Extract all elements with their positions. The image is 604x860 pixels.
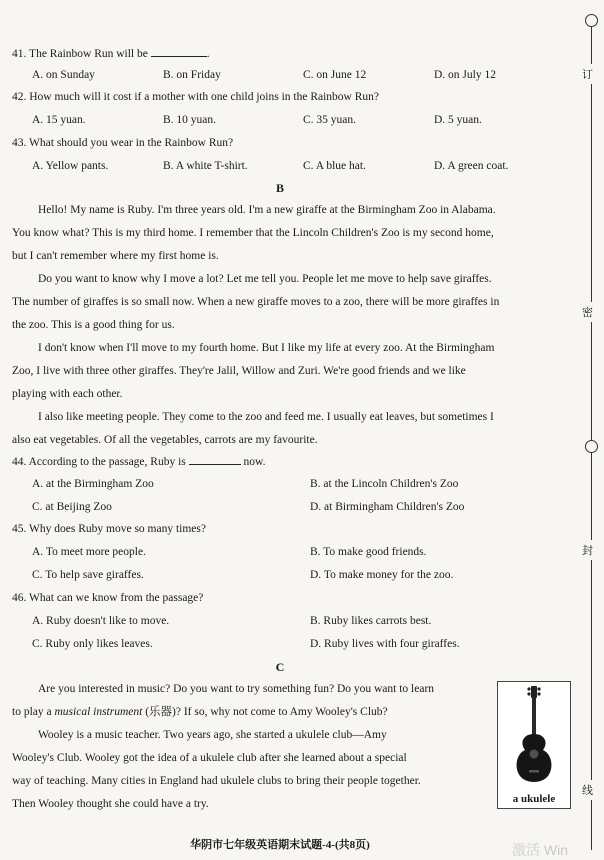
passage-line: way of teaching. Many cities in England had ukulele clubs to bring their people together. (12, 775, 421, 787)
question-43-stem: 43. What should you wear in the Rainbow Run? (12, 137, 234, 149)
passage-line: but I can't remember where my first home is. (12, 250, 219, 262)
option-46-d: D. Ruby lives with four giraffes. (310, 638, 460, 650)
binding-char: 密 (582, 302, 593, 322)
passage-line: Hello! My name is Ruby. I'm three years old. I'm a new giraffe at the Birmingham Zoo in Alabama. (38, 204, 496, 216)
passage-text: (乐器)? If so, why not come to Amy Wooley's Club? (142, 706, 388, 718)
option-46-b: B. Ruby likes carrots best. (310, 615, 432, 627)
passage-line: also eat vegetables. Of all the vegetables, carrots are my favourite. (12, 434, 318, 446)
answer-blank (151, 46, 207, 57)
question-44-end: now. (243, 456, 266, 468)
passage-line: Do you want to know why I move a lot? Let me tell you. People let me move to help save giraffes. (38, 273, 492, 285)
binding-char: 订 (582, 64, 593, 84)
option-45-a: A. To meet more people. (32, 546, 146, 558)
option-41-c: C. on June 12 (303, 69, 367, 81)
passage-line: Zoo, I live with three other giraffes. They're Jalil, Willow and Zuri. We're good friends and we like (12, 365, 466, 377)
passage-line: The number of giraffes is so small now. When a new giraffe moves to a zoo, there will be more giraffes in (12, 296, 500, 308)
passage-line: You know what? This is my third home. I remember that the Lincoln Children's Zoo is my second home, (12, 227, 494, 239)
page-footer: 华阴市七年级英语期末试题-4-(共8页) (190, 839, 370, 851)
binding-char: 线 (582, 780, 593, 800)
activation-watermark: 激活 Win (512, 842, 568, 858)
question-41 (12, 46, 210, 61)
question-46-stem: 46. What can we know from the passage? (12, 592, 204, 604)
option-46-a: A. Ruby doesn't like to move. (32, 615, 170, 627)
option-42-a: A. 15 yuan. (32, 114, 86, 126)
binding-hole (585, 14, 598, 27)
option-43-b: B. A white T-shirt. (163, 160, 248, 172)
passage-line: Are you interested in music? Do you want to try something fun? Do you want to learn (38, 683, 435, 695)
section-c-heading: C (275, 660, 285, 674)
question-41-end: . (206, 48, 210, 60)
ukulele-icon (504, 684, 564, 788)
option-41-d: D. on July 12 (434, 69, 496, 81)
option-42-d: D. 5 yuan. (434, 114, 482, 126)
option-46-c: C. Ruby only likes leaves. (32, 638, 153, 650)
musical-instrument-term: musical instrument (54, 706, 143, 718)
answer-blank (189, 454, 241, 465)
passage-b-paragraph-3 (12, 337, 494, 406)
section-b-heading: B (275, 181, 284, 195)
ukulele-caption: a ukulele (512, 793, 556, 805)
option-44-c: C. at Beijing Zoo (32, 501, 112, 513)
passage-line: Wooley is a music teacher. Two years ago, she started a ukulele club—Amy (38, 729, 387, 741)
option-41-a: A. on Sunday (32, 69, 95, 81)
passage-line: Wooley's Club. Wooley got the idea of a ukulele club after she learned about a special (12, 752, 407, 764)
passage-line: I don't know when I'll move to my fourth home. But I like my life at every zoo. At the Birmingham (38, 342, 495, 354)
option-44-d: D. at Birmingham Children's Zoo (310, 501, 465, 513)
option-44-a: A. at the Birmingham Zoo (32, 478, 154, 490)
ukulele-picture (497, 681, 571, 809)
option-45-c: C. To help save giraffes. (32, 569, 144, 581)
question-41-stem: 41. The Rainbow Run will be (12, 48, 148, 60)
option-43-d: D. A green coat. (434, 160, 509, 172)
passage-c-paragraph-2 (12, 724, 421, 816)
option-43-c: C. A blue hat. (303, 160, 366, 172)
passage-b-paragraph-2 (12, 268, 499, 337)
option-42-b: B. 10 yuan. (163, 114, 217, 126)
option-45-b: B. To make good friends. (310, 546, 427, 558)
option-45-d: D. To make money for the zoo. (310, 569, 454, 581)
binding-char: 封 (582, 540, 593, 560)
passage-c-paragraph-1 (12, 678, 434, 724)
option-44-b: B. at the Lincoln Children's Zoo (310, 478, 459, 490)
passage-line: Then Wooley thought she could have a try. (12, 798, 209, 810)
binding-line (591, 20, 592, 850)
option-43-a: A. Yellow pants. (32, 160, 109, 172)
passage-line: I also like meeting people. They come to the zoo and feed me. I usually eat leaves, but sometimes I (38, 411, 494, 423)
question-45-stem: 45. Why does Ruby move so many times? (12, 523, 206, 535)
binding-margin (577, 0, 604, 858)
question-44-stem: 44. According to the passage, Ruby is (12, 456, 186, 468)
passage-line: playing with each other. (12, 388, 123, 400)
passage-b-paragraph-4 (12, 406, 494, 452)
option-41-b: B. on Friday (163, 69, 221, 81)
passage-line: the zoo. This is a good thing for us. (12, 319, 175, 331)
option-42-c: C. 35 yuan. (303, 114, 357, 126)
question-42-stem: 42. How much will it cost if a mother with one child joins in the Rainbow Run? (12, 91, 379, 103)
passage-b-paragraph-1 (12, 199, 496, 268)
question-44 (12, 454, 265, 469)
passage-text: to play a (12, 706, 55, 718)
passage-line (12, 701, 434, 724)
binding-hole (585, 440, 598, 453)
